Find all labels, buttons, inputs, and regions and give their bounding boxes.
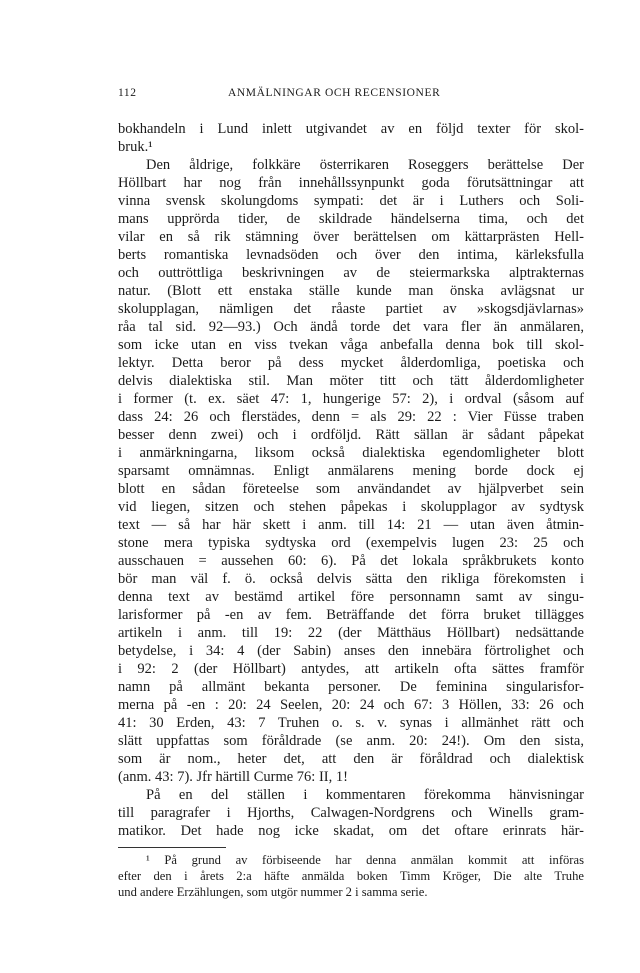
- text-line: natur. (Blott ett enstaka ställe kunde man önska avlägsnat ur: [118, 283, 584, 299]
- text-line: och outtröttliga beskrivningen av de steiermarkska alptrakternas: [118, 265, 584, 281]
- text-line: i anmärkningarna, liksom också dialektiska egendomligheter blott: [118, 445, 584, 461]
- text-line: matikor. Det hade nog icke skadat, om det oftare erinrats här-: [118, 823, 584, 839]
- text-line: dass 24: 26 och flerstädes, denn = als 29: 22 : Vier Füsse traben: [118, 409, 584, 425]
- text-line: i former (t. ex. säet 47: 1, hungerige 57: 2), i ordval (såsom auf: [118, 391, 584, 407]
- text-line: vinna svensk skolungdoms sympati: det är i Luthers och Soli-: [118, 193, 584, 209]
- text-line: sparsamt omnämnas. Enligt anmälarens mening borde dock ej: [118, 463, 584, 479]
- text-line: betydelse, i 34: 4 (der Sabin) anses den innebära förtrolighet och: [118, 643, 584, 659]
- paragraph-start-line: Den åldrige, folkkäre österrikaren Roseggers berättelse Der: [146, 157, 584, 173]
- text-line: mans upprörda tider, de skildrade händelserna tima, och det: [118, 211, 584, 227]
- footnote-separator: [118, 847, 226, 848]
- text-line: ausschauen = aussehen 60: 6). På det lokala språkbrukets konto: [118, 553, 584, 569]
- main-text: [118, 120, 584, 900]
- text-line: artikeln i anm. till 19: 22 (der Mätthäus Höllbart) nedsättande: [118, 625, 584, 641]
- text-line: slätt uppfattas som föråldrade (se anm. 20: 24!). Om den sista,: [118, 733, 584, 749]
- text-line: bruk.¹: [118, 139, 153, 155]
- footnote-line: und andere Erzählungen, som utgör nummer 2 i samma serie.: [118, 885, 428, 899]
- running-title: ANMÄLNINGAR OCH RECENSIONER: [228, 87, 441, 99]
- text-line: bokhandeln i Lund inlett utgivandet av en följd texter för skol-: [118, 121, 584, 137]
- text-line: stone mera typiska sydtyska ord (exempelvis lugen 23: 25 och: [118, 535, 584, 551]
- text-line: (anm. 43: 7). Jfr härtill Curme 76: II, 1!: [118, 769, 348, 785]
- text-line: som är nom., heter det, att den är föråldrad och dialektisk: [118, 751, 584, 767]
- text-line: larisformer på -en av fem. Beträffande det förra bruket tillägges: [118, 607, 584, 623]
- text-line: Höllbart har nog från innehållssynpunkt goda förutsättningar att: [118, 175, 584, 191]
- text-line: berts romantiska levnadsöden och över den intima, kärleksfulla: [118, 247, 584, 263]
- text-line: till paragrafer i Hjorths, Calwagen-Nordgrens och Winells gram-: [118, 805, 584, 821]
- text-line: delvis dialektiska stil. Man möter titt och tätt ålderdomligheter: [118, 373, 584, 389]
- footnote-line: efter den i årets 2:a häfte anmälda boken Timm Kröger, Die alte Truhe: [118, 869, 584, 883]
- text-line: text — så har här skett i anm. till 14: 21 — utan även åtmin-: [118, 517, 584, 533]
- text-line: bör man väl f. ö. också delvis sätta den rikliga förekomsten i: [118, 571, 584, 587]
- text-line: namn på allmänt bekanta personer. De feminina singularisfor-: [118, 679, 584, 695]
- text-line: vilar en så rik stämning över berättelsen om kättarprästen Hell-: [118, 229, 584, 245]
- page-header: [118, 87, 584, 103]
- text-line: som icke utan en viss tvekan våga anbefalla denna bok till skol-: [118, 337, 584, 353]
- text-line: vid liegen, sitzen och stehen påpekas i skolupplagor av sydtysk: [118, 499, 584, 515]
- text-line: lektyr. Detta beror på dess mycket ålderdomliga, poetiska och: [118, 355, 584, 371]
- text-line: i 92: 2 (der Höllbart) antydes, att artikeln ofta sättes framför: [118, 661, 584, 677]
- page-number: 112: [118, 87, 137, 99]
- text-line: blott en sådan företeelse som användandet av hjälpverbet sein: [118, 481, 584, 497]
- footnote: [118, 852, 584, 900]
- paragraph-start-line: På en del ställen i kommentaren förekomma hänvisningar: [146, 787, 584, 803]
- text-line: skolupplagan, nämligen det råaste partiet av »skogsdjävlarnas»: [118, 301, 584, 317]
- text-line: 41: 30 Erden, 43: 7 Truhen o. s. v. synas i allmänhet rätt och: [118, 715, 584, 731]
- text-line: denna text av bestämd artikel före personnamn samt av singu-: [118, 589, 584, 605]
- text-line: råa tal sid. 92—93.) Och ändå torde det vara fler än anmälaren,: [118, 319, 584, 335]
- text-line: merna på -en : 20: 24 Seelen, 20: 24 och 67: 3 Höllen, 33: 26 och: [118, 697, 584, 713]
- footnote-line: ¹ På grund av förbiseende har denna anmälan kommit att införas: [146, 853, 584, 867]
- text-line: besser denn zwei) och i ordföljd. Rätt sällan är sådant påpekat: [118, 427, 584, 443]
